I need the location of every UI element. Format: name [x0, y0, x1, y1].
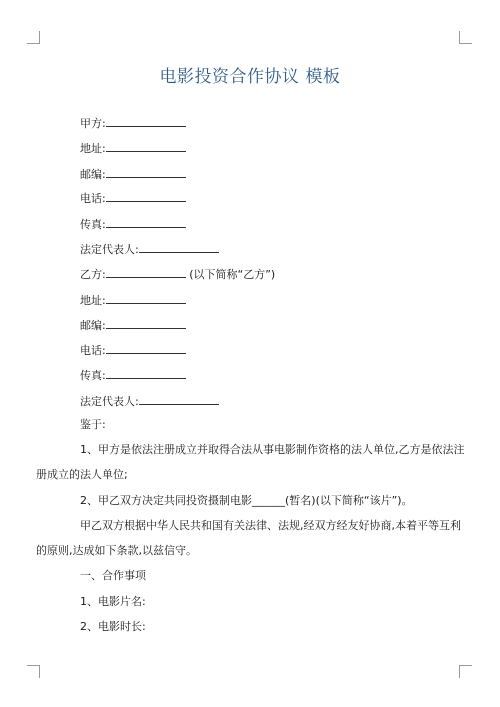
party-a-postcode-field	[80, 166, 186, 182]
party-a-rep-blank	[139, 241, 219, 253]
party-a-phone-label: 电话:	[80, 192, 106, 205]
party-a-name-field	[80, 115, 186, 131]
whereas-heading: 鉴于:	[80, 418, 106, 431]
crop-mark-top-left	[27, 31, 40, 44]
intro-line-2: 的原则,达成如下条款,以兹信守。	[36, 544, 197, 557]
intro-line-1: 甲乙双方根据中华人民共和国有关法律、法规,经双方经友好协商,本着平等互利	[80, 519, 461, 532]
party-a-fax-field	[80, 216, 186, 232]
party-b-address-blank	[106, 292, 186, 304]
crop-mark-bottom-right	[459, 665, 472, 678]
party-b-fax-blank	[106, 367, 186, 379]
party-b-rep-label: 法定代表人:	[80, 395, 139, 408]
party-b-name-suffix: (以下简称“乙方”)	[185, 268, 276, 281]
party-b-postcode-field	[80, 317, 186, 333]
party-b-phone-field	[80, 342, 186, 358]
party-a-address-field	[80, 140, 186, 156]
party-a-rep-label: 法定代表人:	[80, 243, 139, 256]
item-2-film-duration: 2、电影时长:	[80, 620, 146, 633]
party-a-rep-field	[80, 241, 219, 257]
party-a-fax-blank	[106, 216, 186, 228]
party-a-name-label: 甲方:	[80, 117, 106, 130]
clause-1-line-1: 1、甲方是依法注册成立并取得合法从事电影制作资格的法人单位,乙方是依法注	[80, 443, 465, 456]
party-b-rep-blank	[139, 393, 219, 405]
section-1-heading: 一、合作事项	[80, 569, 146, 582]
document-title: 电影投资合作协议 模板	[159, 67, 341, 87]
party-b-address-field	[80, 292, 186, 308]
party-a-name-blank	[106, 115, 186, 127]
party-b-name-field	[80, 266, 275, 282]
party-b-phone-blank	[106, 342, 186, 354]
crop-mark-top-right	[459, 31, 472, 44]
party-a-address-blank	[106, 140, 186, 152]
party-a-postcode-blank	[106, 166, 186, 178]
party-b-phone-label: 电话:	[80, 344, 106, 357]
clause-1-line-2: 册成立的法人单位;	[36, 468, 128, 481]
party-a-phone-field	[80, 190, 186, 206]
party-a-postcode-label: 邮编:	[80, 168, 106, 181]
item-1-film-title: 1、电影片名:	[80, 595, 146, 608]
party-b-name-blank	[106, 266, 186, 278]
party-b-rep-field	[80, 393, 219, 409]
party-b-postcode-blank	[106, 317, 186, 329]
crop-mark-bottom-left	[27, 665, 40, 678]
party-a-address-label: 地址:	[80, 142, 106, 155]
party-b-postcode-label: 邮编:	[80, 319, 106, 332]
party-a-fax-label: 传真:	[80, 218, 106, 231]
party-a-phone-blank	[106, 190, 186, 202]
party-b-fax-label: 传真:	[80, 369, 106, 382]
clause-2: 2、甲乙双方决定共同投资摄制电影______(暂名)(以下简称“该片”)。	[80, 494, 413, 507]
party-b-fax-field	[80, 367, 186, 383]
party-b-name-label: 乙方:	[80, 268, 106, 281]
party-b-address-label: 地址:	[80, 294, 106, 307]
